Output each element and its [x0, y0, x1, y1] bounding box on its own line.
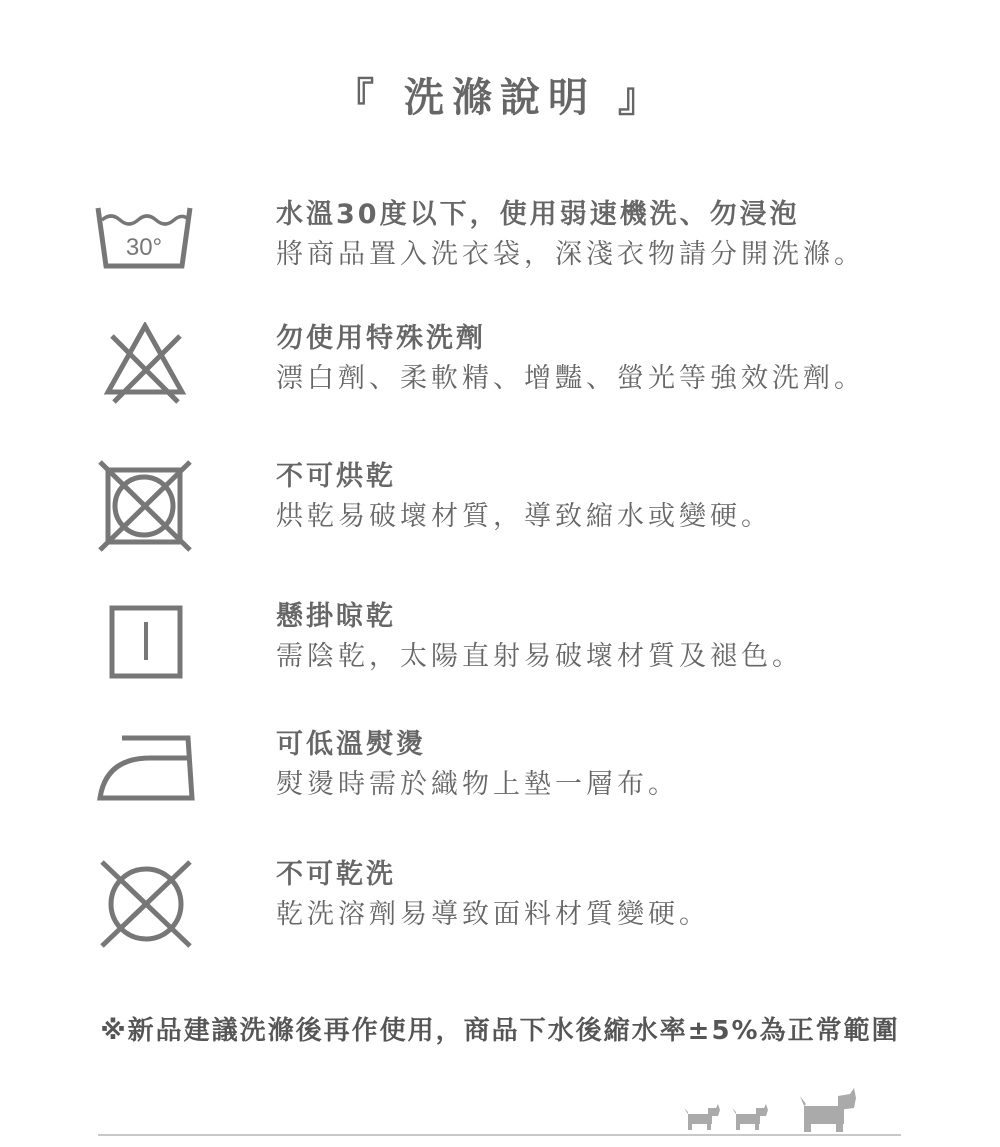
care-item-wash [0, 198, 1000, 308]
dog-silhouettes-icon [680, 1086, 870, 1136]
care-heading: 水溫30度以下，使用弱速機洗、勿浸泡 [276, 199, 800, 230]
care-description: 熨燙時需於織物上墊一層布。 [276, 769, 679, 800]
care-item-dryclean [0, 858, 1000, 968]
line-dry-icon [92, 600, 202, 700]
care-item-tumble [0, 460, 1000, 570]
care-item-dry [0, 600, 1000, 710]
shrinkage-note: ※新品建議洗滌後再作使用，商品下水後縮水率±5%為正常範圍 [100, 1016, 900, 1046]
care-description: 漂白劑、柔軟精、增豔、螢光等強效洗劑。 [276, 363, 865, 394]
care-description: 將商品置入洗衣袋，深淺衣物請分開洗滌。 [276, 239, 865, 270]
care-heading: 可低溫熨燙 [276, 729, 426, 760]
care-item-iron [0, 728, 1000, 838]
no-dry-clean-icon [92, 858, 202, 958]
care-heading: 不可乾洗 [276, 859, 396, 890]
wash-30-icon [92, 198, 202, 298]
care-heading: 不可烘乾 [276, 461, 396, 492]
footer-divider [98, 1134, 901, 1136]
care-heading: 懸掛晾乾 [276, 601, 396, 632]
care-description: 烘乾易破壞材質，導致縮水或變硬。 [276, 501, 772, 532]
care-item-bleach [0, 322, 1000, 432]
care-description: 需陰乾，太陽直射易破壞材質及褪色。 [276, 641, 803, 672]
page-title: 『 洗滌說明 』 [334, 75, 666, 121]
no-tumble-dry-icon [92, 460, 202, 560]
no-bleach-icon [92, 322, 202, 422]
low-iron-icon [92, 728, 202, 828]
care-description: 乾洗溶劑易導致面料材質變硬。 [276, 899, 710, 930]
wash-temp-label: 30° [125, 234, 163, 261]
care-heading: 勿使用特殊洗劑 [276, 323, 486, 354]
